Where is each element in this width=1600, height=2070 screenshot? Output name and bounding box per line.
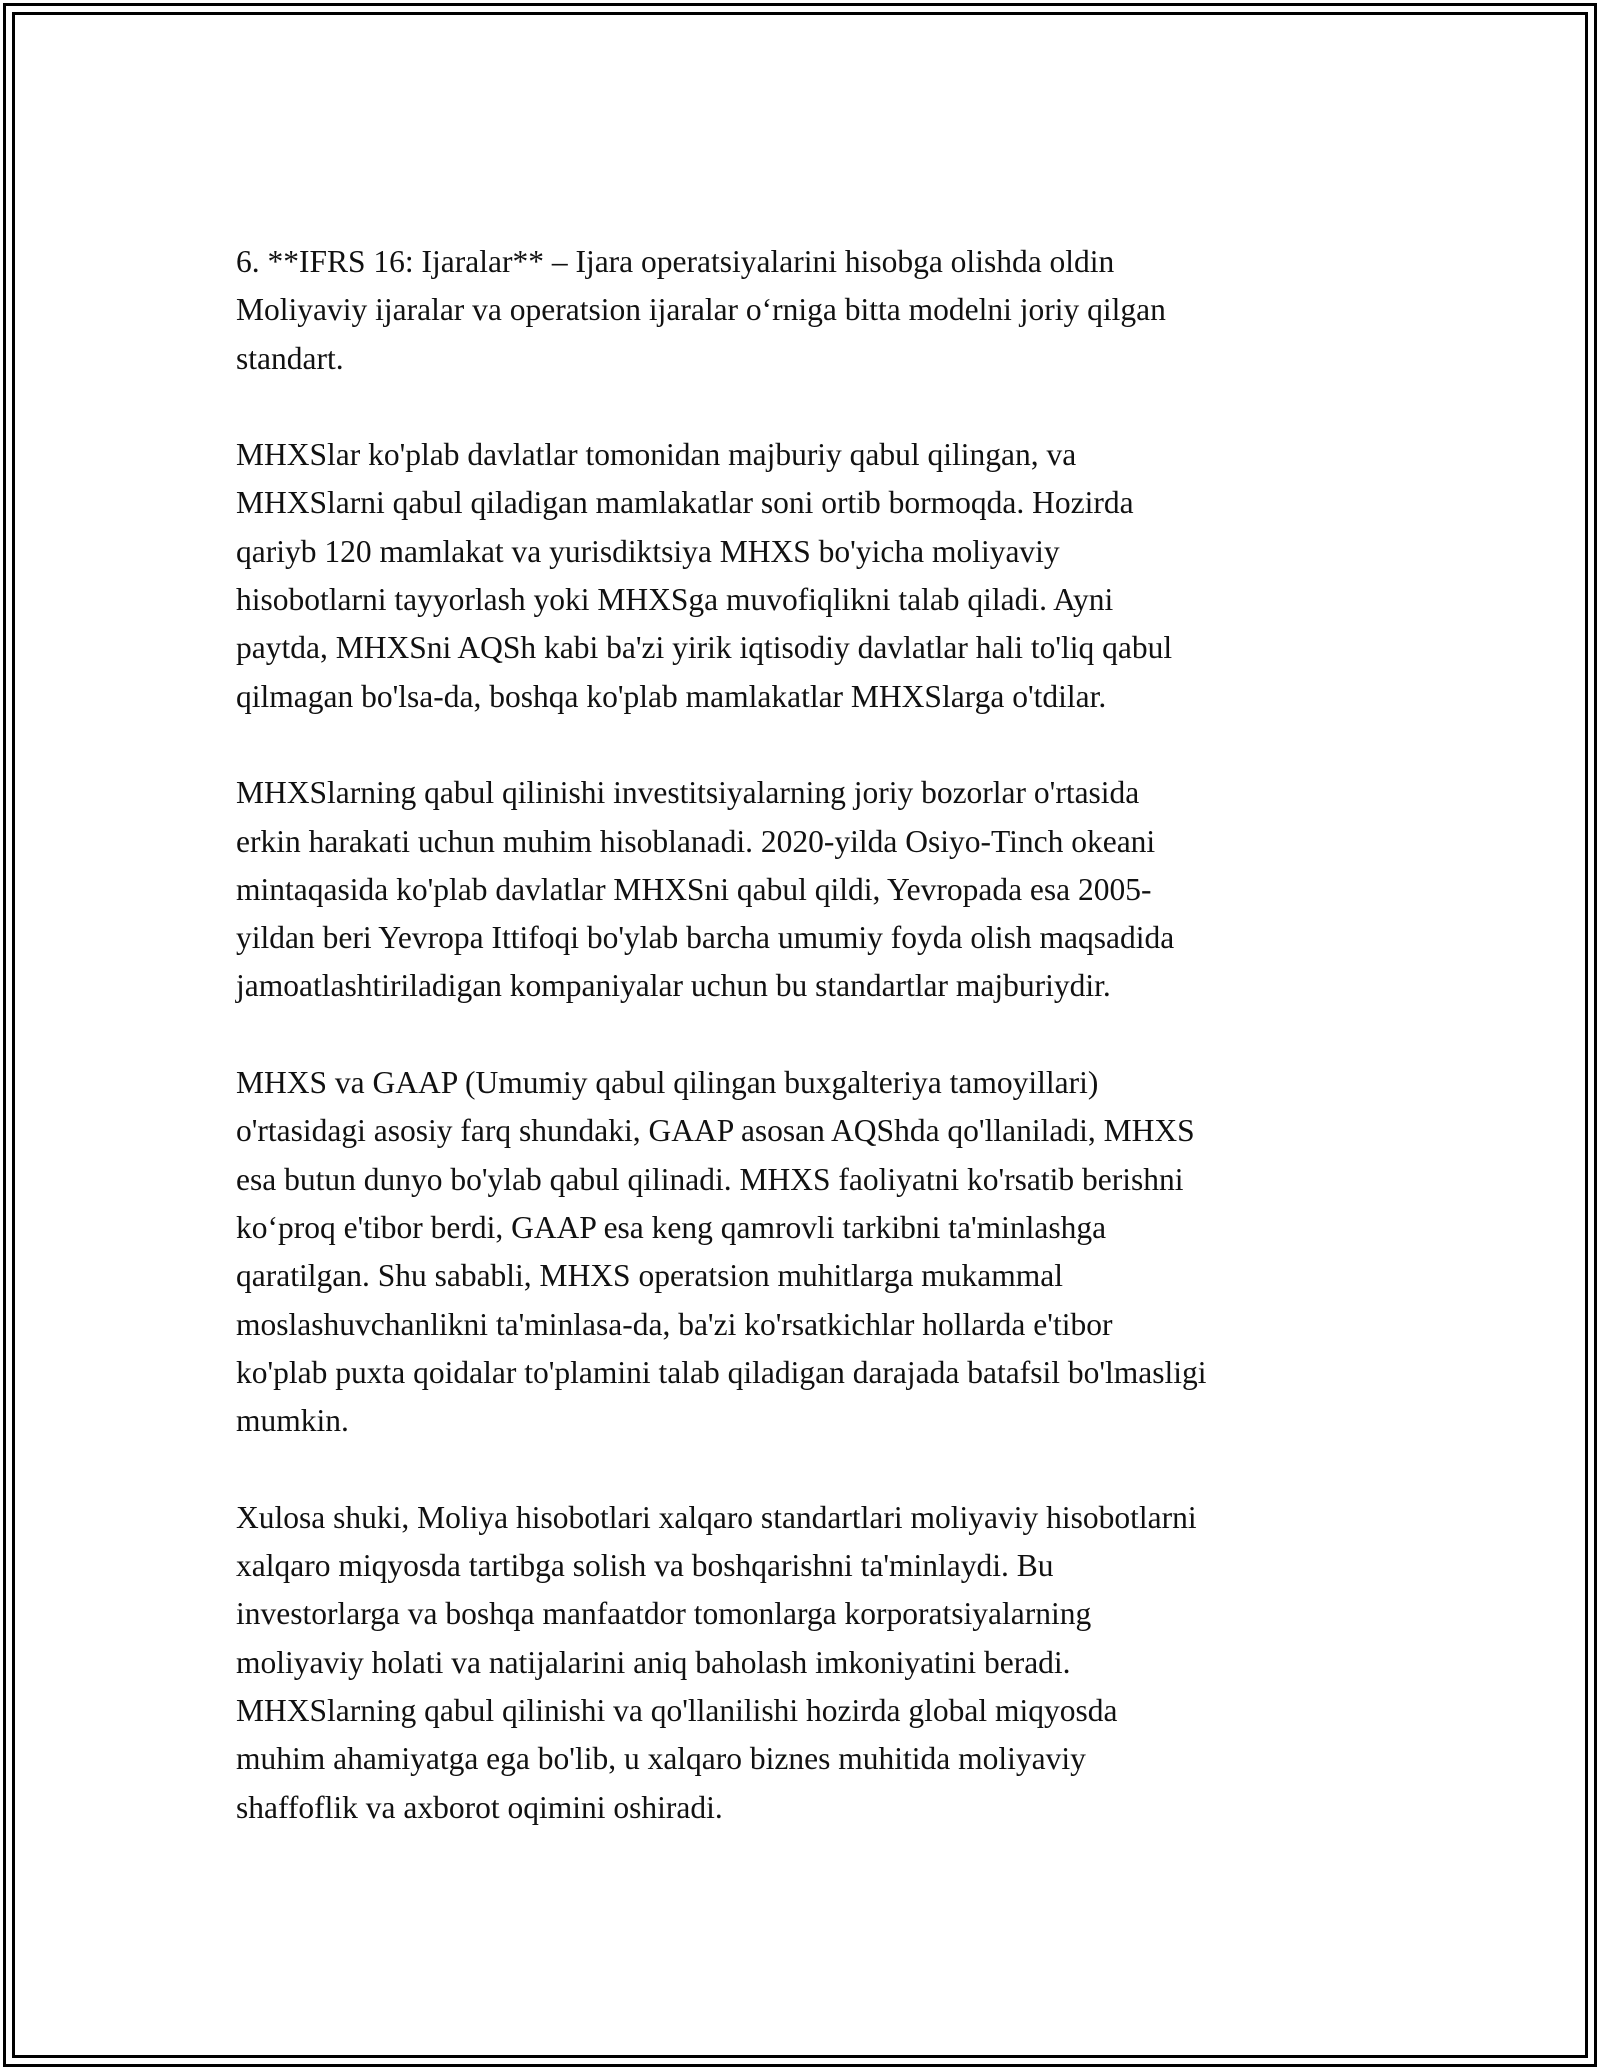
text-line: moliyaviy holati va natijalarini aniq baholash imkoniyatini beradi. bbox=[236, 1644, 1071, 1680]
text-line: MHXSlarning qabul qilinishi investitsiyalarning joriy bozorlar o'rtasida bbox=[236, 775, 1140, 811]
text-line: muhim ahamiyatga ega bo'lib, u xalqaro biznes muhitida moliyaviy bbox=[236, 1741, 1086, 1777]
text-line: MHXSlarning qabul qilinishi va qo'llanilishi hozirda global miqyosda bbox=[236, 1692, 1118, 1728]
text-line: o'rtasidagi asosiy farq shundaki, GAAP asosan AQShda qo'llaniladi, MHXS bbox=[236, 1113, 1195, 1149]
text-line: qariyb 120 mamlakat va yurisdiktsiya MHXS bo'yicha moliyaviy bbox=[236, 533, 1060, 569]
text-line: standart. bbox=[236, 340, 344, 376]
document-body bbox=[236, 238, 1376, 1880]
text-line: MHXSlarni qabul qiladigan mamlakatlar soni ortib bormoqda. Hozirda bbox=[236, 485, 1134, 521]
text-line: MHXSlar ko'plab davlatlar tomonidan majburiy qabul qilingan, va bbox=[236, 437, 1077, 473]
text-line: jamoatlashtiriladigan kompaniyalar uchun bu standartlar majburiydir. bbox=[236, 968, 1111, 1004]
text-line: qaratilgan. Shu sababli, MHXS operatsion muhitlarga mukammal bbox=[236, 1258, 1064, 1294]
text-line: esa butun dunyo bo'ylab qabul qilinadi. MHXS faoliyatni ko'rsatib berishni bbox=[236, 1161, 1184, 1197]
text-line: MHXS va GAAP (Umumiy qabul qilingan buxgalteriya tamoyillari) bbox=[236, 1065, 1099, 1101]
text-line: mintaqasida ko'plab davlatlar MHXSni qabul qildi, Yevropada esa 2005- bbox=[236, 871, 1152, 907]
text-line: Moliyaviy ijaralar va operatsion ijaralar o‘rniga bitta modelni joriy qilgan bbox=[236, 292, 1166, 328]
text-line: 6. **IFRS 16: Ijaralar** – Ijara operatsiyalarini hisobga olishda oldin bbox=[236, 244, 1115, 279]
text-line: paytda, MHXSni AQSh kabi ba'zi yirik iqtisodiy davlatlar hali to'liq qabul bbox=[236, 630, 1173, 666]
text-line: ko'plab puxta qoidalar to'plamini talab qiladigan darajada batafsil bo'lmasligi bbox=[236, 1354, 1207, 1390]
text-line: investorlarga va boshqa manfaatdor tomonlarga korporatsiyalarning bbox=[236, 1596, 1092, 1632]
text-line: hisobotlarni tayyorlash yoki MHXSga muvofiqlikni talab qiladi. Ayni bbox=[236, 582, 1114, 618]
paragraph-gaap-comparison bbox=[236, 1059, 1376, 1445]
text-line: qilmagan bo'lsa-da, boshqa ko'plab mamlakatlar MHXSlarga o'tdilar. bbox=[236, 678, 1107, 714]
paragraph-ifrs16 bbox=[236, 238, 1376, 383]
text-line: yildan beri Yevropa Ittifoqi bo'ylab barcha umumiy foyda olish maqsadida bbox=[236, 920, 1175, 956]
text-line: shaffoflik va axborot oqimini oshiradi. bbox=[236, 1789, 723, 1825]
text-line: Xulosa shuki, Moliya hisobotlari xalqaro standartlari moliyaviy hisobotlarni bbox=[236, 1499, 1197, 1535]
text-line: ko‘proq e'tibor berdi, GAAP esa keng qamrovli tarkibni ta'minlashga bbox=[236, 1209, 1107, 1245]
text-line: xalqaro miqyosda tartibga solish va boshqarishni ta'minlaydi. Bu bbox=[236, 1548, 1054, 1584]
paragraph-conclusion bbox=[236, 1494, 1376, 1832]
paragraph-investment bbox=[236, 769, 1376, 1010]
text-line: erkin harakati uchun muhim hisoblanadi. 2020-yilda Osiyo-Tinch okeani bbox=[236, 823, 1156, 859]
text-line: mumkin. bbox=[236, 1403, 349, 1439]
text-line: moslashuvchanlikni ta'minlasa-da, ba'zi ko'rsatkichlar hollarda e'tibor bbox=[236, 1306, 1113, 1342]
paragraph-adoption bbox=[236, 431, 1376, 721]
